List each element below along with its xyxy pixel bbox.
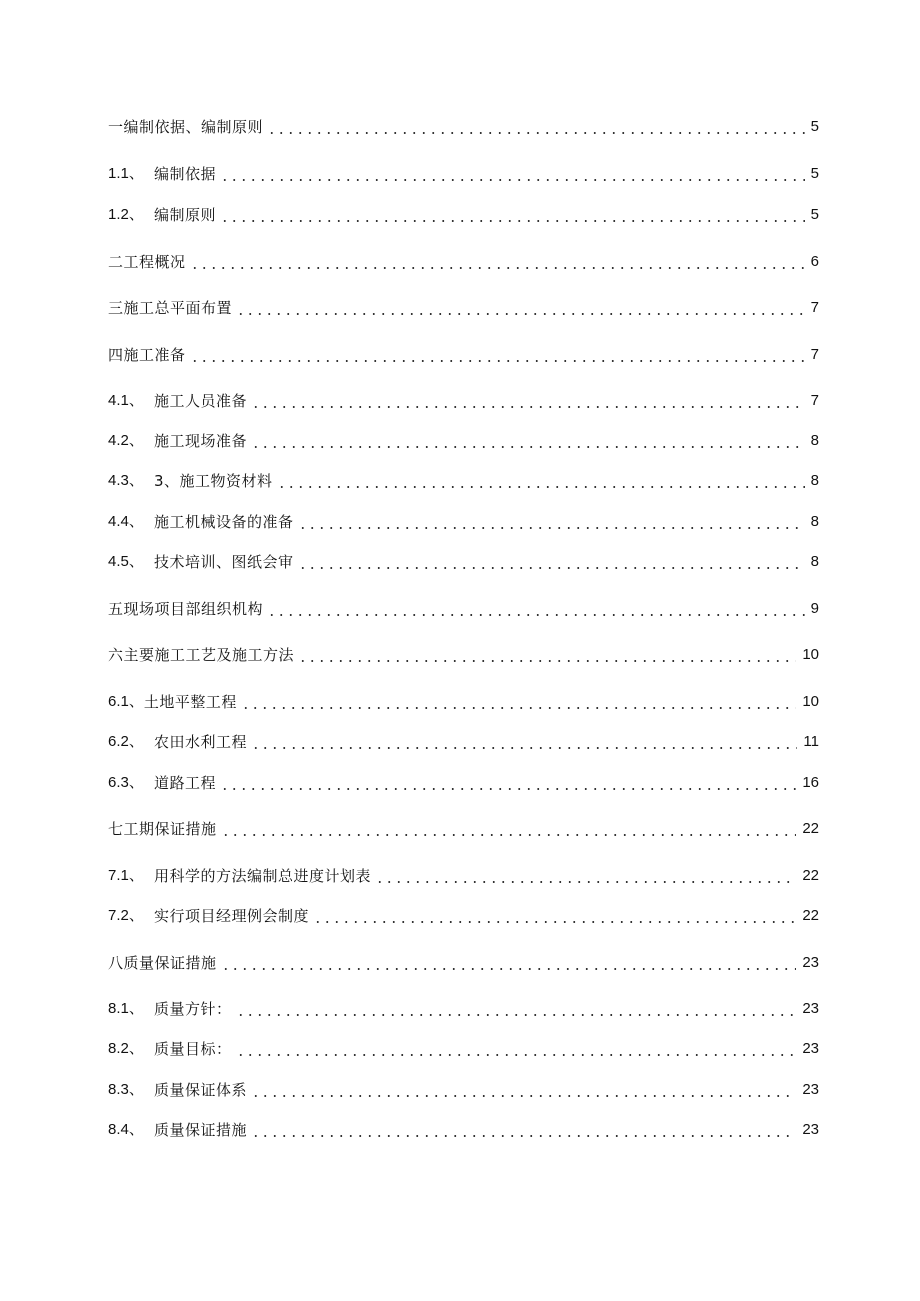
toc-entry-label xyxy=(108,470,273,492)
toc-entry[interactable] xyxy=(108,293,819,319)
toc-entry[interactable] xyxy=(108,861,819,887)
dot-leader xyxy=(298,644,796,666)
toc-page-number: 5 xyxy=(810,206,819,223)
toc-entry[interactable] xyxy=(108,1034,819,1060)
dot-leader xyxy=(298,551,805,573)
toc-entry[interactable] xyxy=(108,814,819,840)
toc-entry-label xyxy=(108,952,217,974)
toc-entry-text: 三施工总平面布置 xyxy=(108,299,233,317)
toc-entry-label xyxy=(108,297,232,319)
toc-entry-text: 编制原则 xyxy=(154,206,217,224)
toc-page-number: 16 xyxy=(802,774,819,791)
toc-page-number: 10 xyxy=(802,646,819,663)
toc-entry-text: 用科学的方法编制总进度计划表 xyxy=(154,867,372,885)
dot-leader xyxy=(190,251,805,273)
toc-page-number: 5 xyxy=(810,118,819,135)
toc-page-number: 8 xyxy=(810,513,819,530)
toc-entry-label xyxy=(108,344,186,366)
toc-entry-text: 四施工准备 xyxy=(108,346,186,364)
toc-entry[interactable] xyxy=(108,340,819,366)
toc-entry-text: 施工现场准备 xyxy=(154,432,248,450)
toc-entry-label xyxy=(108,1119,247,1141)
toc-entry[interactable] xyxy=(108,547,819,573)
toc-entry[interactable] xyxy=(108,200,819,226)
dot-leader xyxy=(251,731,797,753)
toc-entry-label xyxy=(108,644,294,666)
dot-leader xyxy=(221,818,797,840)
toc-entry[interactable] xyxy=(108,687,819,713)
toc-entry-label xyxy=(108,116,263,138)
dot-leader xyxy=(236,998,797,1020)
toc-page-number: 23 xyxy=(802,1040,819,1057)
toc-page-number: 6 xyxy=(810,253,819,270)
dot-leader xyxy=(251,390,805,412)
toc-entry-text: 施工机械设备的准备 xyxy=(154,513,294,531)
toc-entry-label xyxy=(108,251,186,273)
toc-entry-text: 质量保证体系 xyxy=(154,1081,248,1099)
toc-entry-text: 八质量保证措施 xyxy=(108,954,217,972)
table-of-contents xyxy=(108,0,819,1301)
toc-entry-text: 施工人员准备 xyxy=(154,392,248,410)
toc-entry-number: 4.4、 xyxy=(108,513,144,530)
toc-entry[interactable] xyxy=(108,727,819,753)
dot-leader xyxy=(375,865,796,887)
toc-entry-text: 编制依据 xyxy=(154,165,217,183)
toc-entry-label xyxy=(108,772,216,794)
toc-entry[interactable] xyxy=(108,426,819,452)
toc-entry[interactable] xyxy=(108,386,819,412)
toc-entry[interactable] xyxy=(108,640,819,666)
toc-entry-text: 六主要施工工艺及施工方法 xyxy=(108,646,295,664)
dot-leader xyxy=(236,297,805,319)
toc-entry-label xyxy=(108,204,216,226)
toc-entry-text: 土地平整工程 xyxy=(143,693,237,711)
toc-entry[interactable] xyxy=(108,466,819,492)
toc-entry-text: 质量保证措施 xyxy=(154,1121,248,1139)
dot-leader xyxy=(220,772,796,794)
toc-page-number: 5 xyxy=(810,165,819,182)
toc-entry-text: 一编制依据、编制原则 xyxy=(108,118,264,136)
toc-entry-label xyxy=(108,511,294,533)
toc-entry[interactable] xyxy=(108,901,819,927)
toc-entry-number: 8.2、 xyxy=(108,1040,144,1057)
toc-entry-number: 4.2、 xyxy=(108,432,144,449)
toc-entry-label xyxy=(108,390,247,412)
toc-entry[interactable] xyxy=(108,994,819,1020)
toc-entry[interactable] xyxy=(108,768,819,794)
toc-entry-number: 7.1、 xyxy=(108,867,144,884)
toc-entry-number: 6.1、 xyxy=(108,693,144,710)
toc-entry-text: 实行项目经理例会制度 xyxy=(154,907,310,925)
toc-entry[interactable] xyxy=(108,948,819,974)
toc-entry-text: 质量方针： xyxy=(154,1000,232,1018)
toc-entry-number: 7.2、 xyxy=(108,907,144,924)
dot-leader xyxy=(220,204,805,226)
dot-leader xyxy=(313,905,796,927)
toc-entry-label xyxy=(108,1038,232,1060)
toc-entry-number: 4.3、 xyxy=(108,472,144,489)
dot-leader xyxy=(277,470,805,492)
dot-leader xyxy=(251,1079,796,1101)
toc-entry-label xyxy=(108,163,216,185)
toc-page-number: 22 xyxy=(802,907,819,924)
toc-entry-number: 4.5、 xyxy=(108,553,144,570)
toc-page-number: 7 xyxy=(810,346,819,363)
toc-entry-label xyxy=(108,818,217,840)
toc-page-number: 23 xyxy=(802,1081,819,1098)
toc-entry[interactable] xyxy=(108,247,819,273)
toc-entry[interactable] xyxy=(108,594,819,620)
toc-entry-label xyxy=(108,430,247,452)
toc-entry-label xyxy=(108,1079,247,1101)
toc-entry-label xyxy=(108,691,237,713)
toc-page-number: 23 xyxy=(802,1000,819,1017)
dot-leader xyxy=(251,430,805,452)
toc-entry-text: 五现场项目部组织机构 xyxy=(108,600,264,618)
toc-entry-label xyxy=(108,865,371,887)
toc-page-number: 22 xyxy=(802,820,819,837)
toc-entry[interactable] xyxy=(108,112,819,138)
toc-entry-text: 二工程概况 xyxy=(108,253,186,271)
toc-entry[interactable] xyxy=(108,507,819,533)
toc-entry-number: 8.1、 xyxy=(108,1000,144,1017)
dot-leader xyxy=(251,1119,796,1141)
toc-page-number: 7 xyxy=(810,392,819,409)
toc-entry-number: 8.4、 xyxy=(108,1121,144,1138)
toc-entry-text: 质量目标： xyxy=(154,1040,232,1058)
dot-leader xyxy=(236,1038,797,1060)
toc-page-number: 22 xyxy=(802,867,819,884)
toc-entry-text: 七工期保证措施 xyxy=(108,820,217,838)
dot-leader xyxy=(220,163,805,185)
toc-entry-number: 8.3、 xyxy=(108,1081,144,1098)
toc-entry-label xyxy=(108,551,294,573)
toc-entry-label xyxy=(108,905,309,927)
dot-leader xyxy=(221,952,797,974)
toc-entry-number: 1.1、 xyxy=(108,165,144,182)
toc-page-number: 8 xyxy=(810,432,819,449)
toc-entry-label xyxy=(108,998,232,1020)
toc-entry-text: 3、施工物资材料 xyxy=(154,472,273,490)
toc-page-number: 10 xyxy=(802,693,819,710)
dot-leader xyxy=(241,691,796,713)
toc-page-number: 23 xyxy=(802,954,819,971)
toc-entry[interactable] xyxy=(108,1115,819,1141)
dot-leader xyxy=(298,511,805,533)
toc-entry-number: 6.3、 xyxy=(108,774,144,791)
dot-leader xyxy=(190,344,805,366)
toc-entry-number: 1.2、 xyxy=(108,206,144,223)
toc-page-number: 7 xyxy=(810,299,819,316)
toc-entry-text: 技术培训、图纸会审 xyxy=(154,553,294,571)
toc-entry[interactable] xyxy=(108,1075,819,1101)
toc-page-number: 8 xyxy=(810,472,819,489)
toc-entry[interactable] xyxy=(108,159,819,185)
toc-entry-text: 农田水利工程 xyxy=(154,733,248,751)
toc-entry-label xyxy=(108,598,263,620)
dot-leader xyxy=(267,598,805,620)
dot-leader xyxy=(267,116,805,138)
toc-page-number: 23 xyxy=(802,1121,819,1138)
toc-entry-label xyxy=(108,731,247,753)
toc-entry-number: 6.2、 xyxy=(108,733,144,750)
toc-page-number: 11 xyxy=(803,733,819,750)
toc-entry-text: 道路工程 xyxy=(154,774,217,792)
toc-entry-number: 4.1、 xyxy=(108,392,144,409)
toc-page-number: 8 xyxy=(810,553,819,570)
toc-page-number: 9 xyxy=(810,600,819,617)
